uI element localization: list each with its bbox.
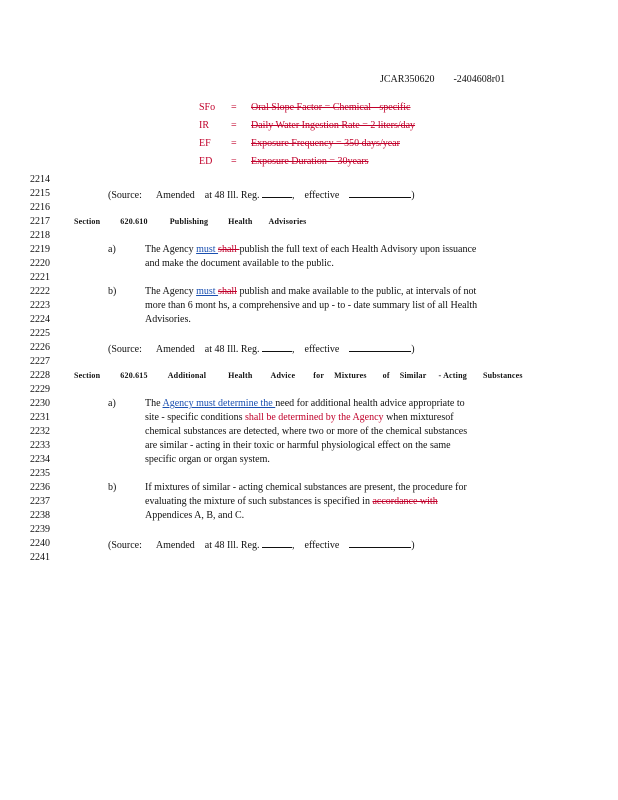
deleted-text: shall xyxy=(218,244,240,255)
line-number: 2222 xyxy=(30,286,50,297)
paragraph-line: If mixtures of similar - acting chemical substances are present, the procedure for xyxy=(145,482,467,493)
paragraph-line: are similar - acting in their toxic or harmful physiological effect on the same xyxy=(145,440,451,451)
revision-code: -2404608r01 xyxy=(453,74,506,85)
document-id: JCAR350620 xyxy=(380,74,435,85)
register-page-blank xyxy=(262,188,292,198)
deleted-def-ef: EF = Exposure Frequency = 350 days/year xyxy=(199,138,400,149)
paragraph-line: specific organ or organ system. xyxy=(145,454,270,465)
subsection-marker: b) xyxy=(108,286,117,297)
effective-date-blank xyxy=(349,342,411,352)
line-number: 2221 xyxy=(30,272,50,283)
deleted-def-ed: ED = Exposure Duration = 30years xyxy=(199,156,369,167)
line-number: 2217 xyxy=(30,216,50,227)
line-number: 2219 xyxy=(30,244,50,255)
subsection-marker: a) xyxy=(108,398,116,409)
line-number: 2235 xyxy=(30,468,50,479)
line-number: 2226 xyxy=(30,342,50,353)
line-number: 2216 xyxy=(30,202,50,213)
paragraph-line: site - specific conditions shall be determined by the Agency when mixturesof xyxy=(145,412,454,423)
line-number: 2218 xyxy=(30,230,50,241)
paragraph-line: Appendices A, B, and C. xyxy=(145,510,245,521)
paragraph-line: more than 6 mont hs, a comprehensive and up - to - date summary list of all Health xyxy=(145,300,478,311)
inserted-text: must xyxy=(196,286,219,297)
line-number: 2229 xyxy=(30,384,50,395)
line-number: 2236 xyxy=(30,482,50,493)
line-number: 2238 xyxy=(30,510,50,521)
section-heading-620-610: Section 620.610 Publishing Health Advisories xyxy=(74,217,307,226)
document-header xyxy=(380,74,505,86)
paragraph-line: evaluating the mixture of such substances is specified in accordance with xyxy=(145,496,438,507)
line-number: 2230 xyxy=(30,398,50,409)
line-number: 2234 xyxy=(30,454,50,465)
source-note: (Source: Amended at 48 Ill. Reg. , effective ) xyxy=(108,540,415,551)
effective-date-blank xyxy=(349,538,411,548)
subsection-marker: b) xyxy=(108,482,117,493)
deleted-text: shall xyxy=(218,286,237,297)
line-number: 2237 xyxy=(30,496,50,507)
line-number: 2225 xyxy=(30,328,50,339)
line-number: 2232 xyxy=(30,426,50,437)
inserted-text: Agency must determine the xyxy=(162,398,276,409)
source-note: (Source: Amended at 48 Ill. Reg. , effective ) xyxy=(108,344,415,355)
line-number: 2227 xyxy=(30,356,50,367)
effective-date-blank xyxy=(349,188,411,198)
line-number: 2224 xyxy=(30,314,50,325)
line-number: 2239 xyxy=(30,524,50,535)
source-note: (Source: Amended at 48 Ill. Reg. , effective ) xyxy=(108,190,415,201)
line-number: 2214 xyxy=(30,174,50,185)
line-number: 2233 xyxy=(30,440,50,451)
line-number: 2231 xyxy=(30,412,50,423)
line-number: 2241 xyxy=(30,552,50,563)
deleted-text: accordance with xyxy=(372,496,438,507)
deleted-def-ir: IR = Daily Water Ingestion Rate = 2 liters/day xyxy=(199,120,416,131)
subsection-marker: a) xyxy=(108,244,116,255)
line-number: 2215 xyxy=(30,188,50,199)
line-number: 2228 xyxy=(30,370,50,381)
paragraph-line: The Agency must determine the need for additional health advice appropriate to xyxy=(145,398,465,409)
deleted-def-sfo: SFo = Oral Slope Factor = Chemical - specific xyxy=(199,102,411,113)
paragraph-line: and make the document available to the public. xyxy=(145,258,334,269)
line-number: 2240 xyxy=(30,538,50,549)
register-page-blank xyxy=(262,538,292,548)
paragraph-line: chemical substances are detected, where two or more of the chemical substances xyxy=(145,426,468,437)
line-number: 2223 xyxy=(30,300,50,311)
section-heading-620-615: Section 620.615 Additional Health Advice for Mixtures of Similar - Acting Substances xyxy=(74,371,523,380)
paragraph-line: The Agency must shall publish and make available to the public, at intervals of not xyxy=(145,286,477,297)
inserted-text: must xyxy=(196,244,219,255)
paragraph-line: The Agency must shall publish the full text of each Health Advisory upon issuance xyxy=(145,244,477,255)
paragraph-line: Advisories. xyxy=(145,314,191,325)
register-page-blank xyxy=(262,342,292,352)
line-number: 2220 xyxy=(30,258,50,269)
changed-text: shall be determined by the Agency xyxy=(244,412,384,423)
